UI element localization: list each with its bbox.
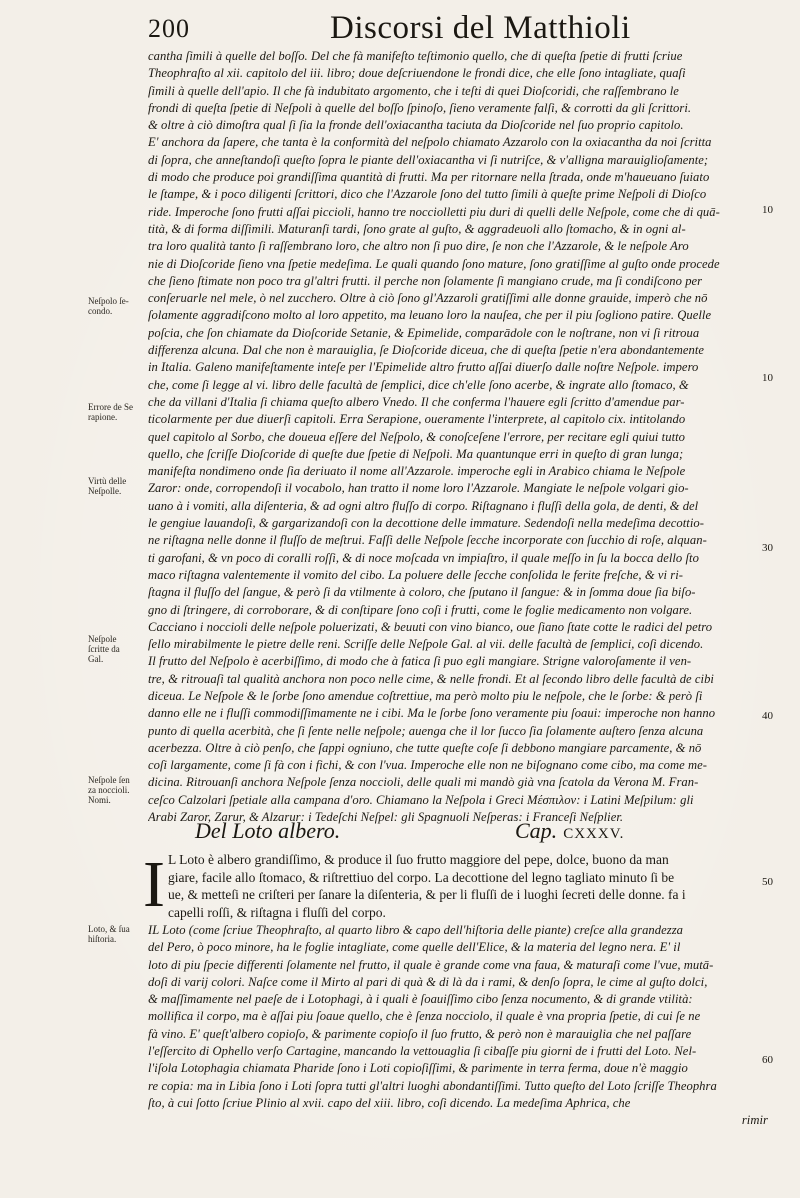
chapter-heading (185, 818, 745, 848)
text-line: Il frutto del Neſpolo è acerbiſſimo, di modo che à fatica ſi puo egli mangiare. Strigne valoroſamente il ven- (148, 654, 692, 669)
text-line: mollifica il corpo, ma è aſſai piu ſoaue quello, che è ſenza nocciolo, il quale è vna propria ſpetie, di cui ſe ne (148, 1009, 701, 1024)
line-number: 50 (762, 876, 773, 888)
text-line: differenza alcuna. Dal che non è marauiglia, ſe Dioſcoride diceua, che di queſta ſpetie n'era abondantemente (148, 343, 705, 358)
text-line: ticolarmente per due diuerſi capitoli. Erra Serapione, oueramente l'interprete, al capitolo cix. intitolando (148, 412, 686, 427)
text-line: in Italia. Galeno manifeſtamente inteſe per l'Epimelide altro frutto aſſai diuerſo dalle noſtre Neſpole. impero (148, 360, 699, 375)
text-line: poſcia, che ſon chiamate da Dioſcoride Setanie, & Epimelide, comparādole con le noſtrane, non vi ſi ritroua (148, 325, 700, 340)
text-line: ti garofani, & vn poco di coralli roſſi, & di noce moſcada vn impiaſtro, il quale meſſo in ſu la bocca dello ſto (148, 550, 699, 565)
dioscorides-text (168, 851, 758, 921)
text-line: capelli roſſi, & riſtagna i fluſſi del corpo. (168, 904, 386, 920)
text-line: giare, facile allo ſtomaco, & riſtrettiuo del corpo. La decottione del legno tagliato minuto ſi be (168, 869, 675, 885)
text-line: le ſtampe, & i poco diligenti ſcrittori, dico che l'Azzarole ſono del tutto ſimili à queſte prime Neſpoli di Dioſco (148, 187, 707, 202)
running-title: Discorsi del Matthioli (330, 10, 631, 46)
line-number: 30 (762, 542, 773, 554)
main-text-block (148, 48, 768, 826)
text-line: ride. Imperoche ſono frutti aſſai piccioli, hanno tre nocciolletti piu duri di quelli delle Neſpole, come che di quā- (148, 204, 720, 219)
margin-note: Virtù delle Neſpolle. (88, 476, 127, 496)
chapter-roman: CXXXV. (563, 826, 625, 842)
text-line: ne riſtagna nelle donne il fluſſo de meſtrui. Faſſi delle Neſpole ſecche incorporate con ſucchio di roſe, alquan- (148, 533, 707, 548)
text-line: quello, che ſcriſſe Dioſcoride di queſte due ſpetie di Neſpoli. Ma quantunque erri in queſto di gran lunga; (148, 446, 684, 461)
text-line: del Pero, ò poco minore, ha le foglie intagliate, come quelle dell'Elice, & la materia del legno nera. E' il (148, 940, 681, 955)
text-line: di ſopra, che anneſtandoſi queſto ſopra le piante dell'oxiacantha vi ſi nutriſce, & v'alligna marauiglioſamente; (148, 152, 709, 167)
text-line: manifeſta nondimeno onde ſia deriuato il nome all'Azzarole. imperoche egli in Arabico chiama le Neſpole (148, 464, 686, 479)
text-line: coſi largamente, come ſi fà con i fichi, & con l'vua. Imperoche elle non ne biſognano come cibo, ma come me- (148, 758, 708, 773)
text-line: ſtagna il fluſſo del ſangue, & però ſi da vtilmente à coloro, che ſputano il ſangue: & in ſomma doue ſia biſo- (148, 585, 696, 600)
text-line: dicina. Ritrouanſi anchora Neſpole ſenza noccioli, delle quali mi mandò già vna ſcatola da Verona M. Fran- (148, 775, 699, 790)
line-number: 10 (762, 204, 773, 216)
margin-note: Loto, & ſua hiſtoria. (88, 924, 130, 944)
text-line: l'iſola Lotophagia chiamata Pharide ſono i Loti copioſiſſimi, & parimente in terra ferma, doue n'è maggio (148, 1061, 688, 1076)
text-line: gno di ſtringere, di corroborare, & di conſtipare ſono coſi i frutti, come le foglie medicamento non volgare. (148, 602, 693, 617)
line-number: 40 (762, 710, 773, 722)
text-line: maco riſtagna valentemente il vomito del cibo. La poluere delle ſecche conſolida le ferite freſche, & vi ri- (148, 567, 683, 582)
drop-capital: I (143, 848, 165, 921)
text-line: che da villani d'Italia ſi chiama queſto albero Vnedo. Il che conferma l'hauere egli ſcritto d'amendue par- (148, 394, 685, 409)
text-line: uano à i vomiti, alla diſenteria, & ad ogni altro fluſſo di corpo. Riſtagnano i fluſſi della gola, de denti, & del (148, 498, 699, 513)
text-line: l'eſſercito di Ophello verſo Cartagine, mancando la vettouaglia ſi cibaſſe piu giorni de i frutti del Loto. Nel- (148, 1044, 697, 1059)
text-line: ue, & metteſi ne criſteri per ſanare la diſenteria, & per li fluſſi de i luoghi ſecreti delle donne. fa i (168, 887, 686, 903)
text-line: ſolamente aggradiſcono molto al loro appetito, ma leuano loro la nauſea, che per il piu ſogliono patire. Quelle (148, 308, 712, 323)
margin-note: Neſpolo ſe- condo. (88, 296, 129, 316)
text-line: re copia: ma in Libia ſono i Loti ſopra tutti gl'altri luoghi abondantiſſimi. Tutto queſto del Loto ſcriſſe Theophra (148, 1078, 717, 1093)
line-number: 60 (762, 1054, 773, 1066)
text-line: le gengiue lauandoſi, & gargarizandoſi con la decottione delle immature. Sedendoſi nella medeſima decottio- (148, 516, 704, 531)
text-line: ceſco Calzolari ſpetiale alla campana d'oro. Chiamano la Neſpola i Greci Μέσπιλον: i Latini Meſpilum: gli (148, 792, 694, 807)
text-line: Theophraſto al xii. capitolo del iii. libro; doue deſcriuendone le frondi dice, che elle ſono intagliate, quaſi (148, 66, 686, 81)
text-line: diceua. Le Neſpole & le ſorbe ſono amendue coſtrettiue, ma però molto piu le neſpole, che le ſorbe: & però ſi (148, 688, 703, 703)
text-line: & maſſimamente nel paeſe de i Lotophagi, à i quali è ſoauiſſimo cibo ſenza nocumento, & di grande vtilità: (148, 992, 693, 1007)
text-line: & oltre à ciò dimoſtra qual ſi ſia la fronde dell'oxiacantha taciuta da Dioſcoride nel ſuo proprio capitolo. (148, 118, 684, 133)
text-line: Arabi Zaror, Zarur, & Alzarur: i Tedeſchi Neſpel: gli Spagnuoli Neſperas: i Franceſi Neſplier. (148, 810, 624, 825)
text-line: danno elle ne i fluſſi commodiſſimamente ne i cibi. Ma le ſorbe ſono veramente piu ſoaui: imperoche non hanno (148, 706, 716, 721)
text-line: Cacciano i noccioli delle neſpole poluerizati, & beuuti con vino bianco, oue ſiano ſtate cotte le radici del petro (148, 619, 713, 634)
text-line: cantha ſimili à quelle del boſſo. Del che fà manifeſto teſtimonio quello, che di queſta ſpetie di frutti ſcriue (148, 49, 683, 63)
text-line: di modo che produce poi grandiſſima quantità di frutti. Ma per ritornare nella ſtrada, onde m'haueuano ſuiato (148, 170, 710, 185)
text-line: E' anchora da ſapere, che tanta è la conformità del neſpolo chiamato Azzarolo con la oxiacantha da noi ſcritta (148, 135, 712, 150)
text-line: conſeruarle nel mele, ò nel zucchero. Oltre à ciò ſono gl'Azzaroli gratiſſimi alle donne grauide, imperò che nō (148, 291, 708, 306)
text-line: tità, & di forma diſſimili. Maturanſi tardi, ſono grate al guſto, & aggradeuoli allo ſtomacho, & in ogni al- (148, 221, 686, 236)
chapter-label: Cap. (515, 818, 558, 843)
text-line: doſi di varij colori. Naſce come il Mirto al pari di quà & di là da i rami, & denſo ſopra, le cime al guſto dolci, (148, 974, 708, 989)
chapter-number (515, 818, 624, 844)
text-line: che ſieno ſtimate non poco tra gl'altri frutti. il perche non ſolamente ſi mangiano crude, ma ſi condiſcono per (148, 273, 703, 288)
running-head (140, 10, 760, 50)
text-line: frondi di queſta ſpetie di Neſpoli à quelle del boſſo ſpinoſo, ſieno veramente falſi, & corrotti da gli ſcrittori. (148, 100, 692, 115)
chapter-title: Del Loto albero. (195, 818, 341, 843)
text-line: ſello mirabilmente le pietre delle reni. Scriſſe delle Neſpole Gal. al vii. delle facultà de ſemplici, coſi dicendo. (148, 637, 704, 652)
text-line: tre, & ritrouaſi tal qualità anchora non poco nelle cime, & nelle frondi. Et al ſecondo libro delle facultà de cibi (148, 671, 714, 686)
text-line: acerbezza. Oltre à ciò penſo, che ſappi ogniuno, che tutte queſte coſe ſi debbono mangiare parcamente, & nō (148, 740, 702, 755)
page-number: 200 (148, 14, 190, 43)
margin-note: Errore de Se rapione. (88, 402, 133, 422)
text-line: Zaror: onde, corropendoſi il vocabolo, han tratto il nome loro l'Azzarole. Mangiate le neſpole volgari gio- (148, 481, 689, 496)
margin-note: Neſpole ſen za noccioli. Nomi. (88, 775, 130, 805)
text-line: ſto, à cui ſotto ſcriue Plinio al xvii. capo del xiii. libro, coſi dicendo. La medeſima Aphrica, che (148, 1095, 631, 1110)
text-line: ſimili à quelle dell'apio. Il che fà indubitato argomento, che i teſti di quei Dioſcoridi, che raſſembrano le (148, 83, 679, 98)
catchword: rimir (741, 1113, 768, 1128)
text-line: fà vino. E' queſt'albero copioſo, & parimente copioſo il ſuo frutto, & però non è marauiglia che nel paſſare (148, 1026, 692, 1041)
text-line: loto di piu ſpecie differenti ſolamente nel frutto, il quale è grande come vna faua, & maturaſi come l'vue, mutā- (148, 957, 714, 972)
text-line: L Loto è albero grandiſſimo, & produce il ſuo frutto maggiore del pepe, dolce, buono da man (168, 852, 669, 867)
text-line: quel capitolo al Sorbo, che doueua eſſere del Neſpolo, & conoſceſene l'errore, per recitare egli quiui tutto (148, 429, 686, 444)
line-number: 10 (762, 372, 773, 384)
margin-note: Neſpole ſcritte da Gal. (88, 634, 120, 664)
text-line: IL Loto (come ſcriue Theophraſto, al quarto libro & capo dell'hiſtoria delle piante) creſce alla grandezza (148, 923, 684, 937)
text-line: tra loro qualità tanto ſi raſſembrano loro, che altro non ſi puo dire, ſe non che l'Azzarole, & le neſpole Aro (148, 239, 689, 254)
text-line: che, come ſi legge al vi. libro delle facultà de ſemplici, dice ch'elle ſono acerbe, & ingrate allo ſtomaco, & (148, 377, 689, 392)
text-line: punto di quella acerbità, che ſi ſente nelle neſpole; auenga che il lor ſucco ſia ſolamente auſtero ſenza alcuna (148, 723, 704, 738)
text-line: nie di Dioſcoride ſieno vna ſpetie medeſima. Le quali quando ſono mature, ſono gratiſſime al guſto onde procede (148, 256, 720, 271)
commentary-text (148, 922, 768, 1130)
